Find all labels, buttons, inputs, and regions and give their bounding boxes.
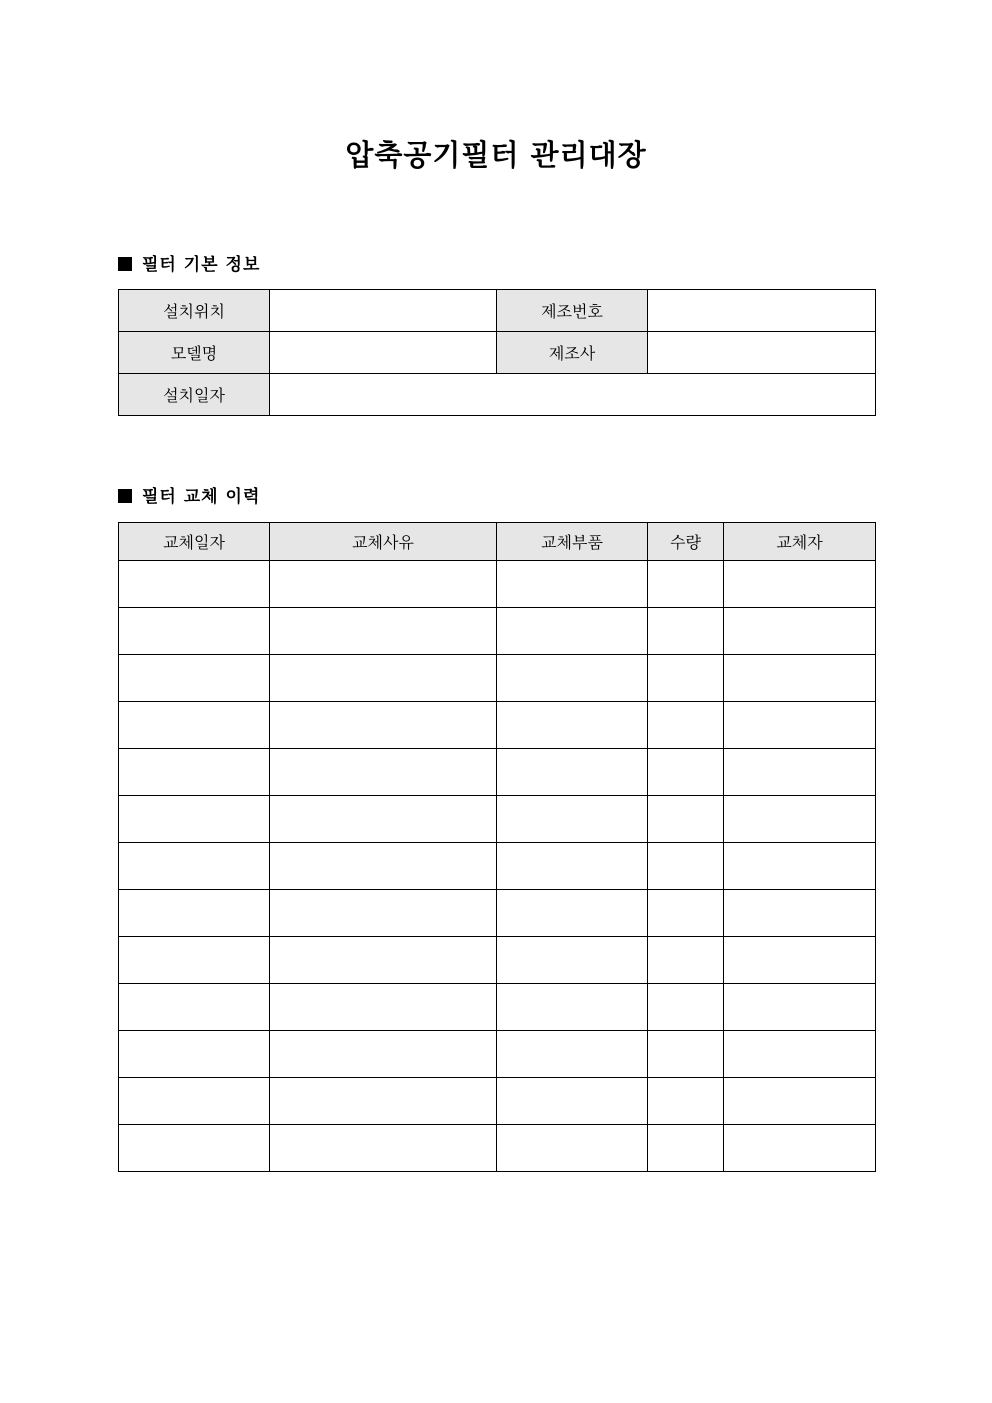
replacement-part-cell[interactable] — [497, 937, 648, 984]
table-row — [119, 561, 876, 608]
table-row — [119, 796, 876, 843]
replacement-reason-cell[interactable] — [270, 1078, 497, 1125]
install-date-field[interactable] — [270, 374, 876, 416]
table-row — [119, 608, 876, 655]
quantity-cell[interactable] — [648, 843, 724, 890]
replacement-history-table — [118, 522, 876, 1172]
replacement-part-cell[interactable] — [497, 561, 648, 608]
column-header-replacement-part: 교체부품 — [497, 523, 648, 561]
table-row — [119, 890, 876, 937]
replacement-date-cell[interactable] — [119, 1125, 270, 1172]
replaced-by-cell[interactable] — [724, 1078, 876, 1125]
quantity-cell[interactable] — [648, 937, 724, 984]
replacement-date-cell[interactable] — [119, 937, 270, 984]
section-heading-replacement-history — [118, 485, 260, 509]
replacement-reason-cell[interactable] — [270, 655, 497, 702]
install-location-field[interactable] — [270, 290, 497, 332]
replaced-by-cell[interactable] — [724, 843, 876, 890]
replacement-date-cell[interactable] — [119, 608, 270, 655]
quantity-cell[interactable] — [648, 796, 724, 843]
table-row — [119, 655, 876, 702]
table-row — [119, 749, 876, 796]
replaced-by-cell[interactable] — [724, 796, 876, 843]
manufacturer-label: 제조사 — [497, 332, 648, 374]
model-name-label: 모델명 — [119, 332, 270, 374]
quantity-cell[interactable] — [648, 702, 724, 749]
section-heading-label: 필터 교체 이력 — [142, 487, 261, 507]
replacement-history-body — [119, 561, 876, 1172]
quantity-cell[interactable] — [648, 749, 724, 796]
table-row — [119, 702, 876, 749]
column-header-replacement-reason: 교체사유 — [270, 523, 497, 561]
table-row — [119, 984, 876, 1031]
replaced-by-cell[interactable] — [724, 608, 876, 655]
replacement-date-cell[interactable] — [119, 561, 270, 608]
replacement-reason-cell[interactable] — [270, 561, 497, 608]
replacement-date-cell[interactable] — [119, 843, 270, 890]
replacement-part-cell[interactable] — [497, 749, 648, 796]
replaced-by-cell[interactable] — [724, 1031, 876, 1078]
table-row — [119, 1125, 876, 1172]
column-header-quantity: 수량 — [648, 523, 724, 561]
replacement-date-cell[interactable] — [119, 984, 270, 1031]
quantity-cell[interactable] — [648, 1031, 724, 1078]
quantity-cell[interactable] — [648, 1078, 724, 1125]
page-title: 압축공기필터 관리대장 — [345, 138, 647, 172]
manufacturer-field[interactable] — [648, 332, 876, 374]
replaced-by-cell[interactable] — [724, 655, 876, 702]
square-bullet-icon — [118, 257, 132, 271]
replacement-date-cell[interactable] — [119, 655, 270, 702]
replaced-by-cell[interactable] — [724, 561, 876, 608]
table-row — [119, 937, 876, 984]
replacement-reason-cell[interactable] — [270, 890, 497, 937]
serial-number-field[interactable] — [648, 290, 876, 332]
quantity-cell[interactable] — [648, 890, 724, 937]
quantity-cell[interactable] — [648, 561, 724, 608]
quantity-cell[interactable] — [648, 608, 724, 655]
quantity-cell[interactable] — [648, 655, 724, 702]
column-header-replaced-by: 교체자 — [724, 523, 876, 561]
table-row — [119, 1078, 876, 1125]
replacement-part-cell[interactable] — [497, 890, 648, 937]
replacement-date-cell[interactable] — [119, 749, 270, 796]
table-header-row — [119, 523, 876, 561]
replacement-date-cell[interactable] — [119, 1078, 270, 1125]
serial-number-label: 제조번호 — [497, 290, 648, 332]
table-row — [119, 290, 876, 332]
table-row — [119, 374, 876, 416]
replacement-date-cell[interactable] — [119, 702, 270, 749]
replacement-reason-cell[interactable] — [270, 937, 497, 984]
table-row — [119, 843, 876, 890]
replacement-part-cell[interactable] — [497, 655, 648, 702]
replacement-reason-cell[interactable] — [270, 843, 497, 890]
section-heading-label: 필터 기본 정보 — [142, 255, 261, 275]
replaced-by-cell[interactable] — [724, 937, 876, 984]
replaced-by-cell[interactable] — [724, 1125, 876, 1172]
replacement-part-cell[interactable] — [497, 702, 648, 749]
replacement-part-cell[interactable] — [497, 1078, 648, 1125]
replacement-reason-cell[interactable] — [270, 984, 497, 1031]
replacement-reason-cell[interactable] — [270, 608, 497, 655]
model-name-field[interactable] — [270, 332, 497, 374]
column-header-replacement-date: 교체일자 — [119, 523, 270, 561]
replacement-date-cell[interactable] — [119, 1031, 270, 1078]
quantity-cell[interactable] — [648, 984, 724, 1031]
replaced-by-cell[interactable] — [724, 749, 876, 796]
replaced-by-cell[interactable] — [724, 984, 876, 1031]
replacement-reason-cell[interactable] — [270, 702, 497, 749]
replaced-by-cell[interactable] — [724, 890, 876, 937]
replacement-part-cell[interactable] — [497, 843, 648, 890]
replacement-part-cell[interactable] — [497, 984, 648, 1031]
replacement-reason-cell[interactable] — [270, 749, 497, 796]
table-row — [119, 1031, 876, 1078]
square-bullet-icon — [118, 489, 132, 503]
install-date-label: 설치일자 — [119, 374, 270, 416]
replacement-part-cell[interactable] — [497, 608, 648, 655]
table-row — [119, 332, 876, 374]
replacement-date-cell[interactable] — [119, 796, 270, 843]
quantity-cell[interactable] — [648, 1125, 724, 1172]
replacement-part-cell[interactable] — [497, 1031, 648, 1078]
replacement-reason-cell[interactable] — [270, 1125, 497, 1172]
replacement-date-cell[interactable] — [119, 890, 270, 937]
basic-info-table — [118, 289, 876, 416]
section-heading-basic-info — [118, 253, 260, 277]
replacement-part-cell[interactable] — [497, 796, 648, 843]
replacement-reason-cell[interactable] — [270, 796, 497, 843]
replaced-by-cell[interactable] — [724, 702, 876, 749]
install-location-label: 설치위치 — [119, 290, 270, 332]
replacement-part-cell[interactable] — [497, 1125, 648, 1172]
replacement-reason-cell[interactable] — [270, 1031, 497, 1078]
